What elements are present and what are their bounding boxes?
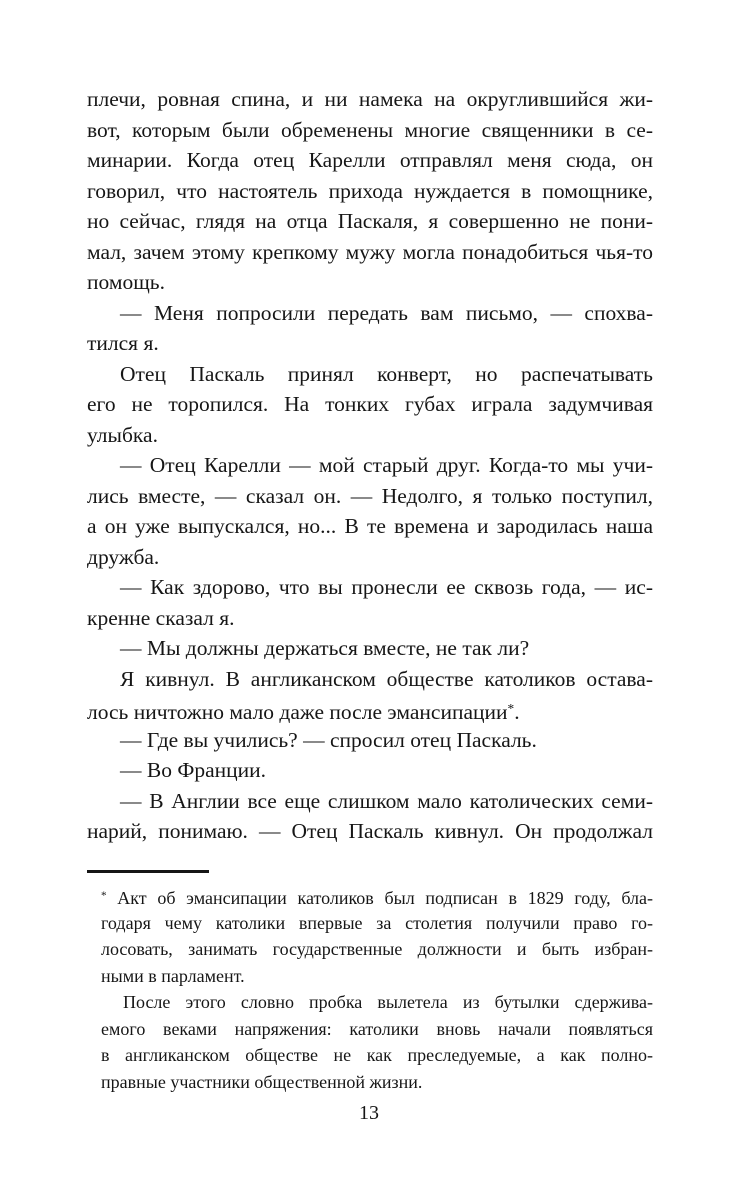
paragraph	[87, 572, 653, 633]
page-number: 13	[359, 1102, 379, 1124]
text-line: говорил, что настоятель прихода нуждается в помощнике,	[87, 178, 653, 203]
footnote	[101, 883, 653, 1095]
text-line: его не торопился. На тонких губах играла задумчивая	[87, 392, 653, 416]
text-line	[87, 694, 653, 725]
text-line: тился я.	[87, 331, 159, 355]
text-line: плечи, ровная спина, и ни намека на округлившийся жи-	[87, 87, 653, 111]
text-line: лосовать, занимать государственные должности и быть избран-	[101, 939, 653, 959]
text-line: нарий, понимаю. — Отец Паскаль кивнул. Он продолжал	[87, 819, 653, 843]
text-line: — Где вы учились? — спросил отец Паскаль.	[120, 727, 537, 752]
footnote-separator-rule	[87, 870, 209, 873]
text-line: в англиканском обществе не как преследуемые, а как полно-	[101, 1045, 653, 1065]
text-line: лись вместе, — сказал он. — Недолго, я только поступил,	[87, 483, 653, 508]
paragraph	[87, 786, 653, 847]
paragraph	[87, 725, 653, 756]
text-segment: .	[514, 699, 520, 724]
text-line: — В Англии все еще слишком мало католических семи-	[120, 788, 653, 813]
text-line: емого веками напряжения: католики вновь начали появляться	[101, 1018, 653, 1039]
text-line: но сейчас, глядя на отца Паскаля, я совершенно не пони-	[87, 209, 653, 233]
paragraph	[101, 883, 653, 989]
text-line: После этого словно пробка вылетела из бутылки сдержива-	[123, 992, 653, 1012]
text-segment: лось ничтожно мало даже после эмансипации	[87, 699, 508, 724]
text-segment: Акт об эмансипации католиков был подписан в 1829 году, бла-	[106, 888, 653, 909]
paragraph	[87, 359, 653, 451]
paragraph	[87, 755, 653, 786]
text-line: мал, зачем этому крепкому мужу могла понадобиться чья-то	[87, 239, 653, 264]
text-line: — Как здорово, что вы пронесли ее сквозь года, — ис-	[120, 575, 653, 599]
footnote-marker: *	[101, 890, 107, 902]
text-line: — Мы должны держаться вместе, не так ли?	[120, 636, 530, 660]
text-line: кренне сказал я.	[87, 605, 235, 630]
paragraph	[87, 84, 653, 298]
text-line: — Меня попросили передать вам письмо, — спохва-	[120, 300, 653, 325]
text-line: правные участники общественной жизни.	[101, 1071, 423, 1092]
text-line: Отец Паскаль принял конверт, но распечатывать	[120, 361, 653, 386]
text-line: вот, которым были обременены многие священники в се-	[87, 117, 653, 142]
text-line: а он уже выпускался, но... В те времена и зародилась наша	[87, 514, 653, 538]
paragraph	[87, 298, 653, 359]
text-line: — Во Франции.	[120, 758, 267, 782]
text-line: ными в парламент.	[101, 965, 245, 986]
paragraph	[87, 664, 653, 725]
text-line: помощь.	[87, 270, 165, 294]
paragraph	[101, 989, 653, 1095]
body-text	[87, 84, 653, 847]
text-line	[101, 883, 653, 910]
paragraph	[87, 450, 653, 572]
footnote-marker: *	[507, 701, 515, 716]
text-line: дружба.	[87, 544, 160, 569]
text-line: годаря чему католики впервые за столетия получили право го-	[101, 912, 653, 933]
text-line: минарии. Когда отец Карелли отправлял меня сюда, он	[87, 148, 653, 172]
text-line: — Отец Карелли — мой старый друг. Когда-то мы учи-	[120, 453, 653, 477]
text-line: улыбка.	[87, 422, 158, 447]
paragraph	[87, 633, 653, 664]
text-line: Я кивнул. В англиканском обществе католиков остава-	[120, 666, 653, 691]
